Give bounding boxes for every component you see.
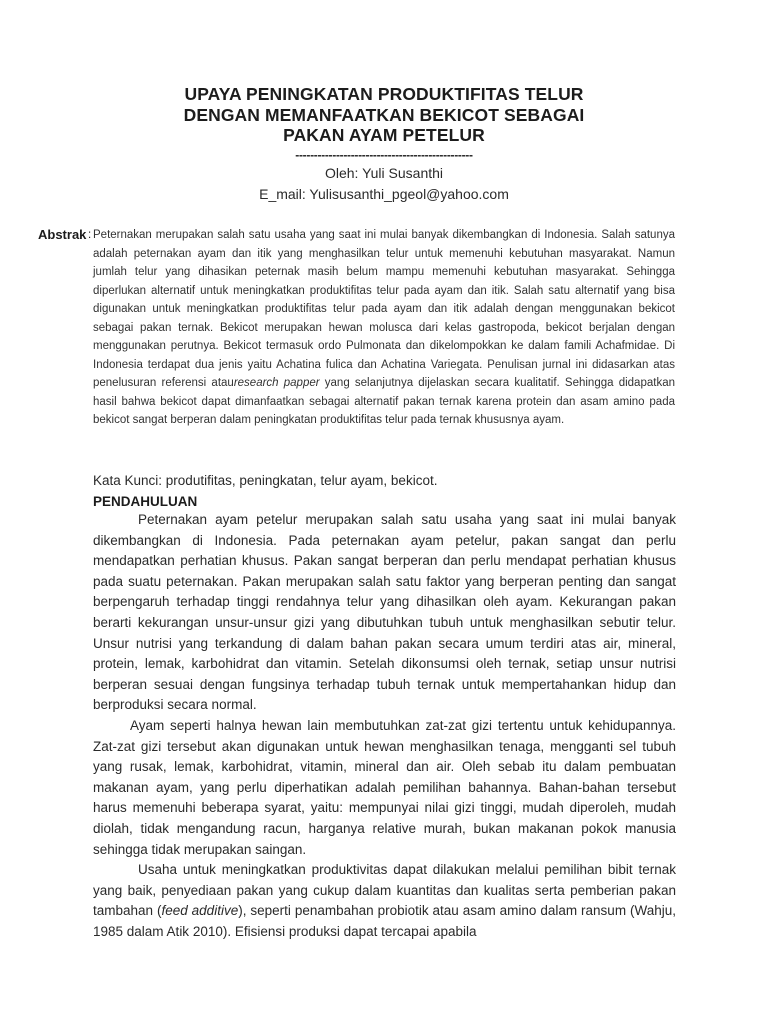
title-line-3: PAKAN AYAM PETELUR [283, 125, 485, 145]
author-line: Oleh: Yuli Susanthi [324, 164, 444, 181]
abstract-text-part-1: Peternakan merupakan salah satu usaha yang saat ini mulai banyak dikembangkan di Indonesia. Salah satunya adalah peternakan ayam dan itik yang menghasilkan telur untuk memenuhi kebutuhan masyarakat. Namun jumlah telur yang dihasikan peternak masih belum mampu memenuhi kebutuhan masyarakat. Sehingga diperlukan alternatif untuk meningkatkan produktifitas telur pada ayam dan itik. Salah satu alternatif yang bisa digunakan untuk meningkatkan produktifitas telur pada ayam dan itik adalah dengan menggunakan bekicot sebagai pakan ternak. Bekicot merupakan hewan molusca dari kelas gastropoda, bekicot berjalan dengan menggunakan perutnya. Bekicot termasuk ordo Pulmonata dan dikelompokkan ke dalam famili Achafmidae. Di Indonesia terdapat dua jenis yaitu Achatina fulica dan Achatina Variegata. Penulisan jurnal ini didasarkan atas penelusuran referensi atau [93, 229, 675, 389]
abstract-text-part-2: yang selanjutnya dijelaskan secara kualitatif. Sehingga didapatkan hasil bahwa bekicot dapat dimanfaatkan sebagai alternatif pakan ternak karena protein dan asam amino pada bekicot sangat berperan dalam peningkatan produktifitas telur pada ternak khususnya ayam. [93, 377, 675, 426]
section-body [93, 510, 676, 942]
keywords-line: Kata Kunci: produtifitas, peningkatan, telur ayam, bekicot. [93, 473, 438, 488]
body-paragraph-1: Peternakan ayam petelur merupakan salah satu usaha yang saat ini mulai banyak dikembangkan di Indonesia. Pada peternakan ayam petelur, pakan sangat dan perlu mendapatkan perhatian khusus. Pakan sangat berperan dan perlu mendapat perhatian khusus pada suatu peternakan. Pakan merupakan salah satu faktor yang berperan penting dan sangat berpengaruh terhadap tinggi rendahnya telur yang dihasilkan oleh ayam. Kekurangan pakan berarti kekurangan unsur-unsur gizi yang dibutuhkan tubuh untuk menghasilkan sebutir telur. Unsur nutrisi yang terkandung di dalam bahan pakan secara umum terdiri atas air, mineral, protein, lemak, karbohidrat dan vitamin. Setelah dikonsumsi oleh ternak, setiap unsur nutrisi berperan sesuai dengan fungsinya terhadap tubuh ternak untuk mempertahankan hidup dan berproduksi secara normal. [93, 512, 676, 713]
title-line-1: UPAYA PENINGKATAN PRODUKTIFITAS TELUR [184, 84, 584, 104]
abstract-italic-term: research papper [233, 377, 320, 389]
abstract-colon: : [88, 229, 92, 241]
email-line: E_mail: Yulisusanthi_pgeol@yahoo.com [259, 185, 509, 202]
section-heading: PENDAHULUAN [93, 494, 198, 509]
body-paragraph-3-italic-term: feed additive [161, 903, 239, 919]
document-header [0, 84, 768, 205]
abstract-text [93, 226, 675, 430]
body-paragraph-3-part-1: Usaha untuk meningkatkan produktivitas dapat dilakukan melalui pemilihan bibit ternak yang baik, penyediaan pakan yang cukup dalam kuantitas dan kualitas serta pemberian pakan tambahan ( [93, 862, 676, 919]
body-paragraph-3-part-2: ), seperti penambahan probiotik atau asam amino dalam ransum (Wahju, 1985 dalam Atik 2010). Efisiensi produksi dapat tercapai apabila [93, 903, 676, 939]
title-line-2: DENGAN MEMANFAATKAN BEKICOT SEBAGAI [183, 104, 585, 125]
title-separator: ------------------------------------------------ [295, 147, 473, 162]
body-paragraph-2: Ayam seperti halnya hewan lain membutuhkan zat-zat gizi tertentu untuk kehidupannya. Zat-zat gizi tersebut akan digunakan untuk hewan menghasilkan tenaga, mengganti sel tubuh yang rusak, lemak, karbohidrat, vitamin, mineral dan air. Oleh sebab itu dalam pembuatan makanan ayam, yang perlu diperhatikan adalah pemilihan bahannya. Bahan-bahan tersebut harus memenuhi beberapa syarat, yaitu: mempunyai nilai gizi tinggi, mudah diperoleh, mudah diolah, tidak mengandung racun, harganya relative murah, bukan makanan pokok manusia sehingga tidak merupakan saingan. [93, 717, 676, 857]
abstract-label: Abstrak [38, 227, 87, 242]
body-paragraph-3 [93, 860, 676, 942]
